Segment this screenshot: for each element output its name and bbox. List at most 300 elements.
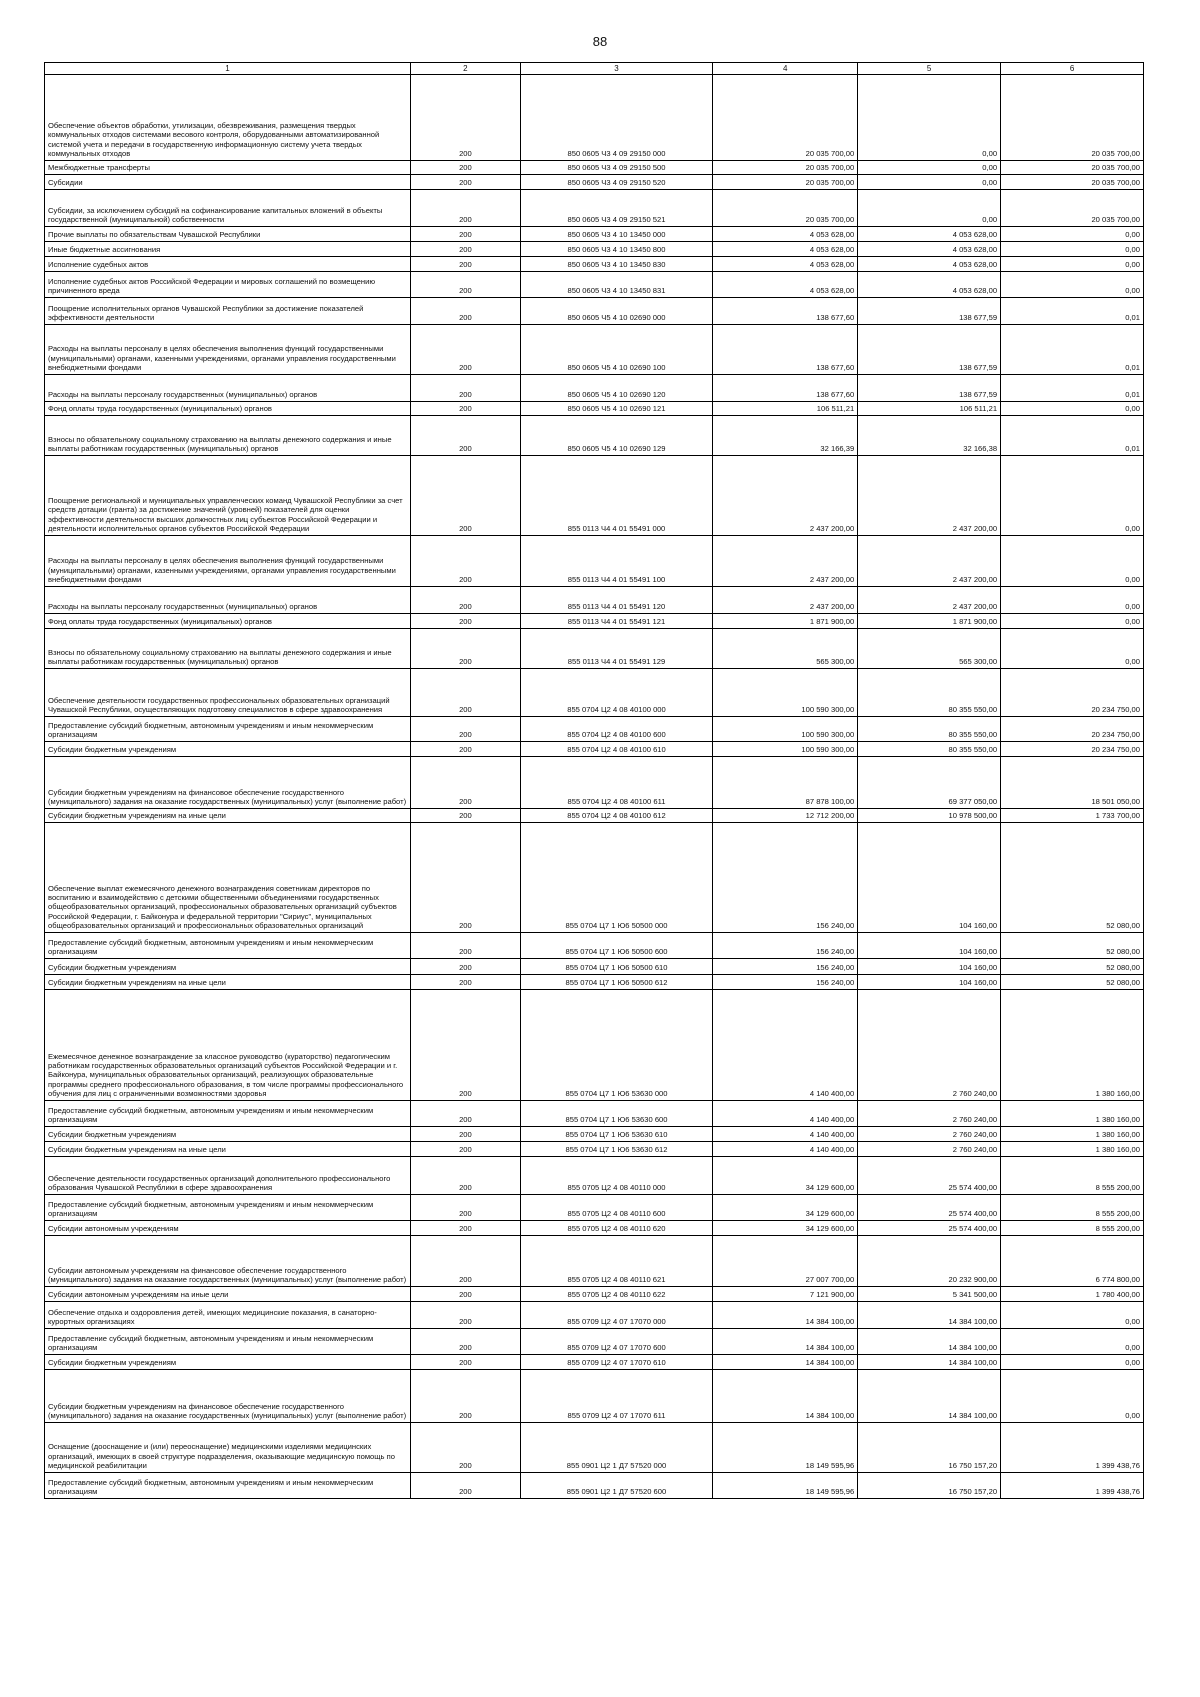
row-exec-cell: 32 166,38 xyxy=(858,416,1001,456)
table-row xyxy=(45,742,1144,757)
row-kbk-cell: 855 0709 Ц2 4 07 17070 611 xyxy=(520,1370,712,1423)
row-plan-cell: 4 140 400,00 xyxy=(713,1142,858,1157)
table-row xyxy=(45,190,1144,227)
row-rest-cell: 52 080,00 xyxy=(1001,959,1144,975)
row-kbk-cell: 855 0704 Ц7 1 Ю6 50500 000 xyxy=(520,823,712,933)
row-rest-cell: 0,00 xyxy=(1001,536,1144,587)
row-kbk-cell: 855 0113 Ч4 4 01 55491 100 xyxy=(520,536,712,587)
row-plan-cell: 27 007 700,00 xyxy=(713,1236,858,1287)
row-code-cell: 200 xyxy=(410,1329,520,1355)
table-row xyxy=(45,1101,1144,1127)
row-name-cell: Поощрение региональной и муниципальных управленческих команд Чувашской Республики за счет средств дотации (гранта) за достижение значений (уровней) показателей для оценки эффективности деятельности высших должностных лиц субъектов Российской Федерации и деятельности исполнительных органов субъектов Российской Федерации xyxy=(45,456,411,536)
row-name-cell: Субсидии бюджетным учреждениям на финансовое обеспечение государственного (муниципального) задания на оказание государственных (муниципальных) услуг (выполнение работ) xyxy=(45,757,411,809)
row-rest-cell: 52 080,00 xyxy=(1001,975,1144,990)
row-rest-cell: 8 555 200,00 xyxy=(1001,1157,1144,1195)
row-exec-cell: 104 160,00 xyxy=(858,959,1001,975)
row-code-cell: 200 xyxy=(410,375,520,402)
row-rest-cell: 1 380 160,00 xyxy=(1001,1127,1144,1142)
row-plan-cell: 4 053 628,00 xyxy=(713,257,858,272)
row-kbk-cell: 855 0901 Ц2 1 Д7 57520 600 xyxy=(520,1473,712,1499)
row-rest-cell: 52 080,00 xyxy=(1001,823,1144,933)
row-code-cell: 200 xyxy=(410,742,520,757)
row-rest-cell: 1 399 438,76 xyxy=(1001,1423,1144,1473)
row-kbk-cell: 855 0704 Ц7 1 Ю6 53630 000 xyxy=(520,990,712,1101)
row-kbk-cell: 855 0704 Ц2 4 08 40100 600 xyxy=(520,717,712,742)
table-body xyxy=(45,75,1144,1499)
row-exec-cell: 565 300,00 xyxy=(858,629,1001,669)
table-row xyxy=(45,757,1144,809)
row-exec-cell: 16 750 157,20 xyxy=(858,1473,1001,1499)
row-exec-cell: 10 978 500,00 xyxy=(858,809,1001,823)
table-row xyxy=(45,75,1144,161)
row-exec-cell: 4 053 628,00 xyxy=(858,272,1001,298)
row-rest-cell: 0,00 xyxy=(1001,402,1144,416)
row-kbk-cell: 850 0605 Ч3 4 10 13450 000 xyxy=(520,227,712,242)
row-rest-cell: 8 555 200,00 xyxy=(1001,1195,1144,1221)
table-row xyxy=(45,587,1144,614)
row-code-cell: 200 xyxy=(410,190,520,227)
row-name-cell: Обеспечение деятельности государственных организаций дополнительного профессионального образования Чувашской Республики в сфере здравоохранения xyxy=(45,1157,411,1195)
row-rest-cell: 0,00 xyxy=(1001,587,1144,614)
row-code-cell: 200 xyxy=(410,416,520,456)
row-kbk-cell: 850 0605 Ч3 4 09 29150 500 xyxy=(520,161,712,175)
row-kbk-cell: 855 0113 Ч4 4 01 55491 000 xyxy=(520,456,712,536)
row-code-cell: 200 xyxy=(410,536,520,587)
table-row xyxy=(45,1370,1144,1423)
table-row xyxy=(45,614,1144,629)
table-row xyxy=(45,1142,1144,1157)
header-col-1: 1 xyxy=(45,63,411,75)
row-exec-cell: 138 677,59 xyxy=(858,325,1001,375)
row-rest-cell: 18 501 050,00 xyxy=(1001,757,1144,809)
row-code-cell: 200 xyxy=(410,1221,520,1236)
table-row xyxy=(45,1157,1144,1195)
row-rest-cell: 0,00 xyxy=(1001,227,1144,242)
row-exec-cell: 138 677,59 xyxy=(858,375,1001,402)
row-plan-cell: 14 384 100,00 xyxy=(713,1370,858,1423)
row-exec-cell: 14 384 100,00 xyxy=(858,1355,1001,1370)
row-code-cell: 200 xyxy=(410,1236,520,1287)
row-code-cell: 200 xyxy=(410,456,520,536)
row-exec-cell: 80 355 550,00 xyxy=(858,742,1001,757)
row-plan-cell: 100 590 300,00 xyxy=(713,717,858,742)
row-exec-cell: 69 377 050,00 xyxy=(858,757,1001,809)
header-col-2: 2 xyxy=(410,63,520,75)
row-exec-cell: 25 574 400,00 xyxy=(858,1195,1001,1221)
row-exec-cell: 0,00 xyxy=(858,175,1001,190)
row-kbk-cell: 855 0704 Ц7 1 Ю6 50500 610 xyxy=(520,959,712,975)
table-row xyxy=(45,1329,1144,1355)
row-exec-cell: 4 053 628,00 xyxy=(858,227,1001,242)
row-name-cell: Предоставление субсидий бюджетным, автономным учреждениям и иным некоммерческим организациям xyxy=(45,933,411,959)
row-kbk-cell: 855 0704 Ц2 4 08 40100 000 xyxy=(520,669,712,717)
row-name-cell: Межбюджетные трансферты xyxy=(45,161,411,175)
row-exec-cell: 80 355 550,00 xyxy=(858,669,1001,717)
row-rest-cell: 0,00 xyxy=(1001,257,1144,272)
row-kbk-cell: 855 0704 Ц7 1 Ю6 50500 600 xyxy=(520,933,712,959)
row-name-cell: Предоставление субсидий бюджетным, автономным учреждениям и иным некоммерческим организациям xyxy=(45,1101,411,1127)
row-name-cell: Субсидии автономным учреждениям на финансовое обеспечение государственного (муниципального) задания на оказание государственных (муниципальных) услуг (выполнение работ) xyxy=(45,1236,411,1287)
table-row xyxy=(45,1473,1144,1499)
row-rest-cell: 0,00 xyxy=(1001,1370,1144,1423)
row-kbk-cell: 850 0605 Ч5 4 10 02690 121 xyxy=(520,402,712,416)
row-name-cell: Субсидии, за исключением субсидий на софинансирование капитальных вложений в объекты государственной (муниципальной) собственности xyxy=(45,190,411,227)
row-plan-cell: 4 053 628,00 xyxy=(713,227,858,242)
row-code-cell: 200 xyxy=(410,161,520,175)
row-code-cell: 200 xyxy=(410,990,520,1101)
row-rest-cell: 0,00 xyxy=(1001,456,1144,536)
table-row xyxy=(45,416,1144,456)
row-name-cell: Предоставление субсидий бюджетным, автономным учреждениям и иным некоммерческим организациям xyxy=(45,1473,411,1499)
row-plan-cell: 4 140 400,00 xyxy=(713,1127,858,1142)
row-name-cell: Субсидии бюджетным учреждениям xyxy=(45,1127,411,1142)
row-name-cell: Обеспечение объектов обработки, утилизации, обезвреживания, размещения твердых коммунальных отходов системами весового контроля, оборудованными автоматизированной системой учета и передачи в государственную информационную систему учета твердых коммунальных отходов xyxy=(45,75,411,161)
table-row xyxy=(45,175,1144,190)
row-code-cell: 200 xyxy=(410,257,520,272)
row-plan-cell: 14 384 100,00 xyxy=(713,1355,858,1370)
row-rest-cell: 1 733 700,00 xyxy=(1001,809,1144,823)
row-name-cell: Субсидии бюджетным учреждениям xyxy=(45,742,411,757)
row-kbk-cell: 855 0704 Ц7 1 Ю6 50500 612 xyxy=(520,975,712,990)
row-exec-cell: 25 574 400,00 xyxy=(858,1221,1001,1236)
row-rest-cell: 20 035 700,00 xyxy=(1001,175,1144,190)
row-kbk-cell: 855 0705 Ц2 4 08 40110 000 xyxy=(520,1157,712,1195)
table-row xyxy=(45,1236,1144,1287)
row-name-cell: Прочие выплаты по обязательствам Чувашской Республики xyxy=(45,227,411,242)
table-row xyxy=(45,375,1144,402)
row-kbk-cell: 855 0113 Ч4 4 01 55491 129 xyxy=(520,629,712,669)
row-code-cell: 200 xyxy=(410,272,520,298)
row-kbk-cell: 855 0704 Ц7 1 Ю6 53630 610 xyxy=(520,1127,712,1142)
row-name-cell: Субсидии xyxy=(45,175,411,190)
header-col-3: 3 xyxy=(520,63,712,75)
table-row xyxy=(45,536,1144,587)
row-kbk-cell: 850 0605 Ч3 4 09 29150 521 xyxy=(520,190,712,227)
row-rest-cell: 0,01 xyxy=(1001,416,1144,456)
row-exec-cell: 0,00 xyxy=(858,75,1001,161)
budget-execution-table xyxy=(44,62,1144,1499)
row-plan-cell: 20 035 700,00 xyxy=(713,190,858,227)
row-kbk-cell: 855 0705 Ц2 4 08 40110 620 xyxy=(520,1221,712,1236)
row-plan-cell: 34 129 600,00 xyxy=(713,1221,858,1236)
table-row xyxy=(45,257,1144,272)
row-rest-cell: 1 780 400,00 xyxy=(1001,1287,1144,1302)
row-kbk-cell: 850 0605 Ч3 4 09 29150 000 xyxy=(520,75,712,161)
row-kbk-cell: 855 0705 Ц2 4 08 40110 600 xyxy=(520,1195,712,1221)
table-row xyxy=(45,809,1144,823)
row-kbk-cell: 855 0709 Ц2 4 07 17070 600 xyxy=(520,1329,712,1355)
table-row xyxy=(45,990,1144,1101)
row-plan-cell: 7 121 900,00 xyxy=(713,1287,858,1302)
table-row xyxy=(45,669,1144,717)
row-code-cell: 200 xyxy=(410,1473,520,1499)
row-code-cell: 200 xyxy=(410,823,520,933)
row-plan-cell: 1 871 900,00 xyxy=(713,614,858,629)
row-code-cell: 200 xyxy=(410,1302,520,1329)
row-rest-cell: 1 380 160,00 xyxy=(1001,990,1144,1101)
row-rest-cell: 1 399 438,76 xyxy=(1001,1473,1144,1499)
row-rest-cell: 6 774 800,00 xyxy=(1001,1236,1144,1287)
row-name-cell: Субсидии автономным учреждениям xyxy=(45,1221,411,1236)
row-plan-cell: 4 053 628,00 xyxy=(713,242,858,257)
row-plan-cell: 100 590 300,00 xyxy=(713,669,858,717)
table-row xyxy=(45,1195,1144,1221)
row-plan-cell: 20 035 700,00 xyxy=(713,75,858,161)
row-plan-cell: 14 384 100,00 xyxy=(713,1302,858,1329)
row-code-cell: 200 xyxy=(410,614,520,629)
row-rest-cell: 20 234 750,00 xyxy=(1001,669,1144,717)
row-rest-cell: 0,00 xyxy=(1001,629,1144,669)
row-name-cell: Исполнение судебных актов Российской Федерации и мировых соглашений по возмещению причиненного вреда xyxy=(45,272,411,298)
row-exec-cell: 2 437 200,00 xyxy=(858,536,1001,587)
row-kbk-cell: 855 0709 Ц2 4 07 17070 000 xyxy=(520,1302,712,1329)
row-name-cell: Фонд оплаты труда государственных (муниципальных) органов xyxy=(45,614,411,629)
row-kbk-cell: 855 0704 Ц7 1 Ю6 53630 612 xyxy=(520,1142,712,1157)
row-plan-cell: 4 053 628,00 xyxy=(713,272,858,298)
row-kbk-cell: 855 0704 Ц2 4 08 40100 612 xyxy=(520,809,712,823)
header-col-4: 4 xyxy=(713,63,858,75)
row-exec-cell: 104 160,00 xyxy=(858,823,1001,933)
row-exec-cell: 20 232 900,00 xyxy=(858,1236,1001,1287)
row-rest-cell: 0,00 xyxy=(1001,614,1144,629)
row-exec-cell: 25 574 400,00 xyxy=(858,1157,1001,1195)
row-name-cell: Обеспечение деятельности государственных профессиональных образовательных организаций Чувашской Республики, осуществляющих подготовку специалистов в сфере здравоохранения xyxy=(45,669,411,717)
row-rest-cell: 20 035 700,00 xyxy=(1001,190,1144,227)
row-name-cell: Фонд оплаты труда государственных (муниципальных) органов xyxy=(45,402,411,416)
table-row xyxy=(45,325,1144,375)
table-row xyxy=(45,1221,1144,1236)
row-plan-cell: 156 240,00 xyxy=(713,975,858,990)
table-header-row xyxy=(45,63,1144,75)
row-plan-cell: 34 129 600,00 xyxy=(713,1157,858,1195)
row-code-cell: 200 xyxy=(410,629,520,669)
row-name-cell: Субсидии бюджетным учреждениям на иные цели xyxy=(45,809,411,823)
table-row xyxy=(45,717,1144,742)
row-exec-cell: 2 760 240,00 xyxy=(858,1142,1001,1157)
row-exec-cell: 0,00 xyxy=(858,161,1001,175)
row-plan-cell: 100 590 300,00 xyxy=(713,742,858,757)
row-name-cell: Предоставление субсидий бюджетным, автономным учреждениям и иным некоммерческим организациям xyxy=(45,717,411,742)
row-name-cell: Расходы на выплаты персоналу в целях обеспечения выполнения функций государственными (муниципальными) органами, казенными учреждениями, органами управления государственными внебюджетными фондами xyxy=(45,536,411,587)
header-col-6: 6 xyxy=(1001,63,1144,75)
row-name-cell: Ежемесячное денежное вознаграждение за классное руководство (кураторство) педагогическим работникам государственных образовательных организаций субъектов Российской Федерации и г. Байконура, муниципальных образовательных организаций, реализующих образовательные программы среднего профессионального образования, в том числе программы профессионального обучения для лиц с ограниченными возможностями здоровья xyxy=(45,990,411,1101)
row-code-cell: 200 xyxy=(410,1355,520,1370)
row-plan-cell: 156 240,00 xyxy=(713,823,858,933)
row-exec-cell: 104 160,00 xyxy=(858,975,1001,990)
row-kbk-cell: 850 0605 Ч3 4 09 29150 520 xyxy=(520,175,712,190)
table-row xyxy=(45,933,1144,959)
row-kbk-cell: 850 0605 Ч5 4 10 02690 129 xyxy=(520,416,712,456)
row-exec-cell: 2 760 240,00 xyxy=(858,1101,1001,1127)
row-rest-cell: 20 234 750,00 xyxy=(1001,717,1144,742)
row-exec-cell: 106 511,21 xyxy=(858,402,1001,416)
row-exec-cell: 2 437 200,00 xyxy=(858,456,1001,536)
table-row xyxy=(45,161,1144,175)
row-name-cell: Расходы на выплаты персоналу в целях обеспечения выполнения функций государственными (муниципальными) органами, казенными учреждениями, органами управления государственными внебюджетными фондами xyxy=(45,325,411,375)
row-code-cell: 200 xyxy=(410,242,520,257)
row-exec-cell: 14 384 100,00 xyxy=(858,1302,1001,1329)
row-exec-cell: 16 750 157,20 xyxy=(858,1423,1001,1473)
table-row xyxy=(45,1127,1144,1142)
row-name-cell: Взносы по обязательному социальному страхованию на выплаты денежного содержания и иные выплаты работникам государственных (муниципальных) органов xyxy=(45,416,411,456)
row-code-cell: 200 xyxy=(410,325,520,375)
row-plan-cell: 18 149 595,96 xyxy=(713,1423,858,1473)
row-name-cell: Взносы по обязательному социальному страхованию на выплаты денежного содержания и иные выплаты работникам государственных (муниципальных) органов xyxy=(45,629,411,669)
row-exec-cell: 80 355 550,00 xyxy=(858,717,1001,742)
row-plan-cell: 4 140 400,00 xyxy=(713,990,858,1101)
row-kbk-cell: 855 0705 Ц2 4 08 40110 622 xyxy=(520,1287,712,1302)
row-plan-cell: 138 677,60 xyxy=(713,298,858,325)
row-name-cell: Расходы на выплаты персоналу государственных (муниципальных) органов xyxy=(45,587,411,614)
row-plan-cell: 138 677,60 xyxy=(713,325,858,375)
row-name-cell: Субсидии бюджетным учреждениям на иные цели xyxy=(45,975,411,990)
row-code-cell: 200 xyxy=(410,298,520,325)
table-row xyxy=(45,242,1144,257)
table-row xyxy=(45,402,1144,416)
row-code-cell: 200 xyxy=(410,1195,520,1221)
row-code-cell: 200 xyxy=(410,402,520,416)
row-plan-cell: 4 140 400,00 xyxy=(713,1101,858,1127)
row-code-cell: 200 xyxy=(410,587,520,614)
table-row xyxy=(45,629,1144,669)
row-exec-cell: 0,00 xyxy=(858,190,1001,227)
row-code-cell: 200 xyxy=(410,227,520,242)
row-rest-cell: 20 035 700,00 xyxy=(1001,75,1144,161)
row-code-cell: 200 xyxy=(410,1370,520,1423)
row-name-cell: Предоставление субсидий бюджетным, автономным учреждениям и иным некоммерческим организациям xyxy=(45,1329,411,1355)
row-code-cell: 200 xyxy=(410,175,520,190)
row-rest-cell: 20 035 700,00 xyxy=(1001,161,1144,175)
row-plan-cell: 2 437 200,00 xyxy=(713,536,858,587)
row-rest-cell: 0,01 xyxy=(1001,298,1144,325)
row-name-cell: Расходы на выплаты персоналу государственных (муниципальных) органов xyxy=(45,375,411,402)
row-rest-cell: 1 380 160,00 xyxy=(1001,1142,1144,1157)
row-plan-cell: 14 384 100,00 xyxy=(713,1329,858,1355)
row-plan-cell: 156 240,00 xyxy=(713,959,858,975)
row-name-cell: Субсидии бюджетным учреждениям xyxy=(45,959,411,975)
row-rest-cell: 0,01 xyxy=(1001,375,1144,402)
row-kbk-cell: 850 0605 Ч5 4 10 02690 000 xyxy=(520,298,712,325)
row-plan-cell: 565 300,00 xyxy=(713,629,858,669)
row-code-cell: 200 xyxy=(410,1127,520,1142)
row-kbk-cell: 855 0704 Ц7 1 Ю6 53630 600 xyxy=(520,1101,712,1127)
row-exec-cell: 2 760 240,00 xyxy=(858,990,1001,1101)
row-exec-cell: 14 384 100,00 xyxy=(858,1329,1001,1355)
table-row xyxy=(45,272,1144,298)
row-rest-cell: 0,00 xyxy=(1001,1355,1144,1370)
table-row xyxy=(45,823,1144,933)
row-code-cell: 200 xyxy=(410,1423,520,1473)
row-exec-cell: 2 760 240,00 xyxy=(858,1127,1001,1142)
row-plan-cell: 20 035 700,00 xyxy=(713,161,858,175)
row-rest-cell: 0,00 xyxy=(1001,272,1144,298)
table-row xyxy=(45,1302,1144,1329)
table-row xyxy=(45,298,1144,325)
row-kbk-cell: 855 0704 Ц2 4 08 40100 611 xyxy=(520,757,712,809)
row-rest-cell: 20 234 750,00 xyxy=(1001,742,1144,757)
row-rest-cell: 1 380 160,00 xyxy=(1001,1101,1144,1127)
row-exec-cell: 5 341 500,00 xyxy=(858,1287,1001,1302)
row-rest-cell: 0,00 xyxy=(1001,1329,1144,1355)
row-kbk-cell: 855 0901 Ц2 1 Д7 57520 000 xyxy=(520,1423,712,1473)
row-name-cell: Субсидии бюджетным учреждениям на финансовое обеспечение государственного (муниципального) задания на оказание государственных (муниципальных) услуг (выполнение работ) xyxy=(45,1370,411,1423)
table-row xyxy=(45,1355,1144,1370)
row-rest-cell: 0,00 xyxy=(1001,1302,1144,1329)
row-kbk-cell: 850 0605 Ч3 4 10 13450 830 xyxy=(520,257,712,272)
row-kbk-cell: 855 0113 Ч4 4 01 55491 120 xyxy=(520,587,712,614)
row-kbk-cell: 850 0605 Ч5 4 10 02690 120 xyxy=(520,375,712,402)
row-kbk-cell: 850 0605 Ч5 4 10 02690 100 xyxy=(520,325,712,375)
row-exec-cell: 2 437 200,00 xyxy=(858,587,1001,614)
row-name-cell: Обеспечение отдыха и оздоровления детей, имеющих медицинские показания, в санаторно-курортных организациях xyxy=(45,1302,411,1329)
row-name-cell: Субсидии автономным учреждениям на иные цели xyxy=(45,1287,411,1302)
row-plan-cell: 87 878 100,00 xyxy=(713,757,858,809)
row-plan-cell: 156 240,00 xyxy=(713,933,858,959)
page-number: 88 xyxy=(592,34,608,49)
row-exec-cell: 14 384 100,00 xyxy=(858,1370,1001,1423)
row-code-cell: 200 xyxy=(410,717,520,742)
row-name-cell: Поощрение исполнительных органов Чувашской Республики за достижение показателей эффективности деятельности xyxy=(45,298,411,325)
row-code-cell: 200 xyxy=(410,1142,520,1157)
row-plan-cell: 34 129 600,00 xyxy=(713,1195,858,1221)
row-kbk-cell: 850 0605 Ч3 4 10 13450 800 xyxy=(520,242,712,257)
row-exec-cell: 4 053 628,00 xyxy=(858,257,1001,272)
row-plan-cell: 106 511,21 xyxy=(713,402,858,416)
row-name-cell: Обеспечение выплат ежемесячного денежного вознаграждения советникам директоров по воспитанию и взаимодействию с детскими общественными объединениями государственных общеобразовательных организаций, профессиональных образовательных организаций субъектов Российской Федерации, г. Байконура и федеральной территории "Сириус", муниципальных общеобразовательных организаций и профессиональных образовательных организаций xyxy=(45,823,411,933)
row-code-cell: 200 xyxy=(410,1287,520,1302)
row-code-cell: 200 xyxy=(410,757,520,809)
row-plan-cell: 138 677,60 xyxy=(713,375,858,402)
row-code-cell: 200 xyxy=(410,975,520,990)
table-row xyxy=(45,1287,1144,1302)
row-rest-cell: 0,01 xyxy=(1001,325,1144,375)
row-plan-cell: 2 437 200,00 xyxy=(713,456,858,536)
row-code-cell: 200 xyxy=(410,933,520,959)
row-code-cell: 200 xyxy=(410,1157,520,1195)
row-exec-cell: 4 053 628,00 xyxy=(858,242,1001,257)
row-name-cell: Предоставление субсидий бюджетным, автономным учреждениям и иным некоммерческим организациям xyxy=(45,1195,411,1221)
table-row xyxy=(45,959,1144,975)
row-plan-cell: 12 712 200,00 xyxy=(713,809,858,823)
row-code-cell: 200 xyxy=(410,959,520,975)
row-rest-cell: 8 555 200,00 xyxy=(1001,1221,1144,1236)
row-plan-cell: 2 437 200,00 xyxy=(713,587,858,614)
row-code-cell: 200 xyxy=(410,669,520,717)
row-name-cell: Субсидии бюджетным учреждениям xyxy=(45,1355,411,1370)
row-kbk-cell: 855 0709 Ц2 4 07 17070 610 xyxy=(520,1355,712,1370)
row-kbk-cell: 850 0605 Ч3 4 10 13450 831 xyxy=(520,272,712,298)
row-name-cell: Иные бюджетные ассигнования xyxy=(45,242,411,257)
table-row xyxy=(45,975,1144,990)
header-col-5: 5 xyxy=(858,63,1001,75)
row-plan-cell: 32 166,39 xyxy=(713,416,858,456)
row-kbk-cell: 855 0704 Ц2 4 08 40100 610 xyxy=(520,742,712,757)
row-code-cell: 200 xyxy=(410,809,520,823)
row-kbk-cell: 855 0113 Ч4 4 01 55491 121 xyxy=(520,614,712,629)
row-plan-cell: 20 035 700,00 xyxy=(713,175,858,190)
row-plan-cell: 18 149 595,96 xyxy=(713,1473,858,1499)
row-kbk-cell: 855 0705 Ц2 4 08 40110 621 xyxy=(520,1236,712,1287)
row-exec-cell: 138 677,59 xyxy=(858,298,1001,325)
row-rest-cell: 0,00 xyxy=(1001,242,1144,257)
row-name-cell: Оснащение (дооснащение и (или) переоснащение) медицинскими изделиями медицинских организаций, имеющих в своей структуре подразделения, оказывающие медицинскую помощь по медицинской реабилитации xyxy=(45,1423,411,1473)
row-exec-cell: 104 160,00 xyxy=(858,933,1001,959)
table-row xyxy=(45,456,1144,536)
row-code-cell: 200 xyxy=(410,75,520,161)
row-name-cell: Субсидии бюджетным учреждениям на иные цели xyxy=(45,1142,411,1157)
row-exec-cell: 1 871 900,00 xyxy=(858,614,1001,629)
table-row xyxy=(45,1423,1144,1473)
